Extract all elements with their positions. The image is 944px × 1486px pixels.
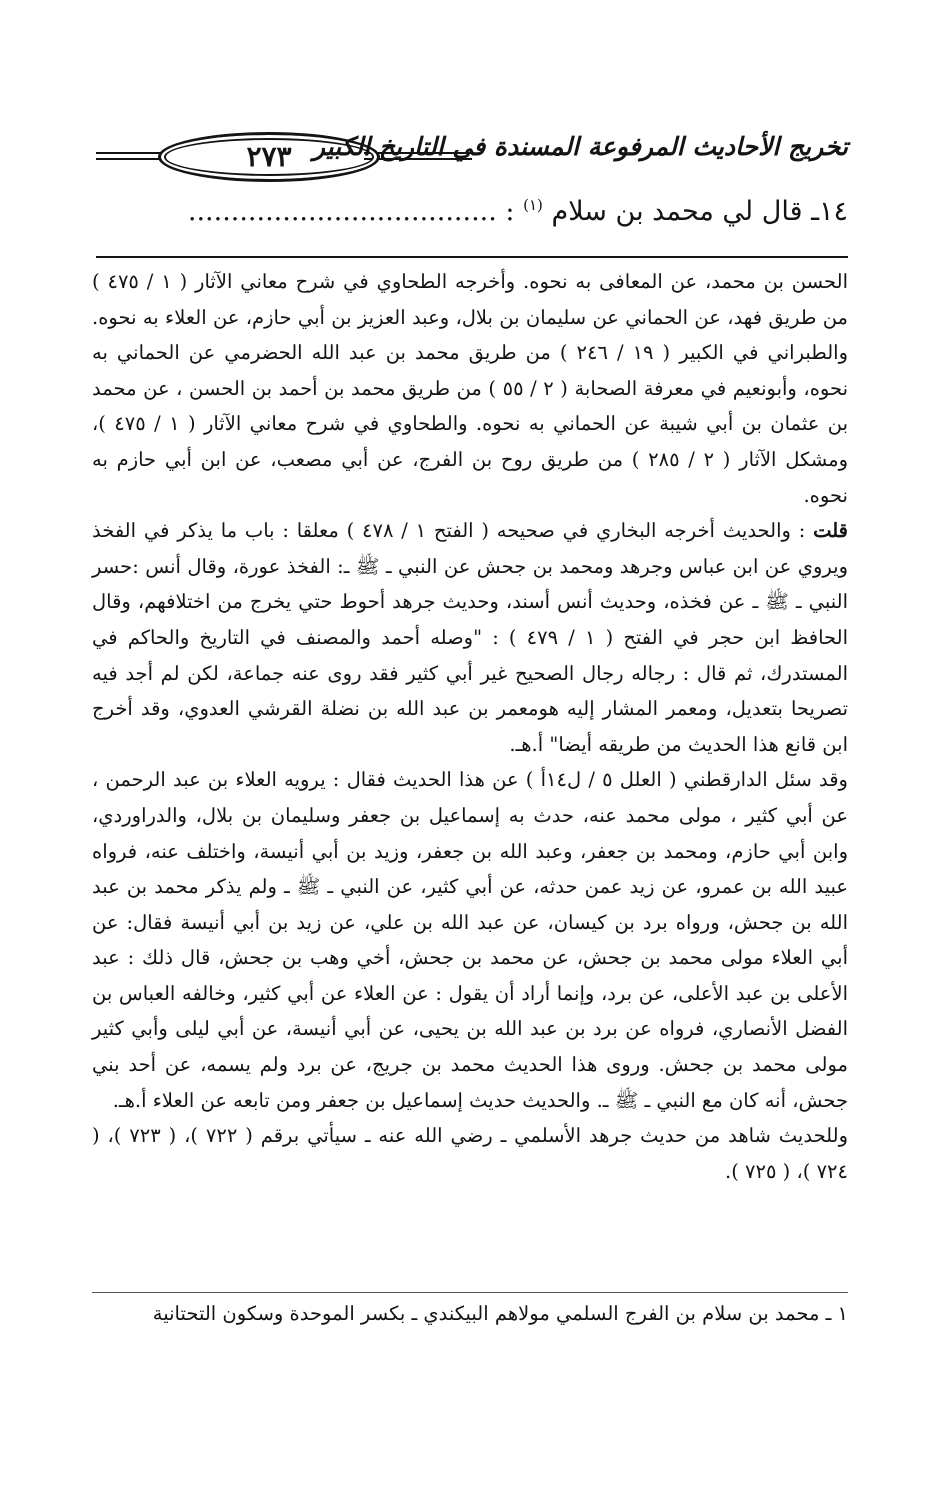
- paragraph-shahid: وللحديث شاهد من حديث جرهد الأسلمي ـ رضي الله عنه ـ سيأتي برقم ( ٧٢٢ )، ( ٧٢٣ )، ( ٧٢٤ )، ( ٧٢٥ ).: [92, 1124, 848, 1183]
- footnote-reference: (١): [523, 196, 543, 214]
- footnote-separator: [92, 1292, 848, 1293]
- heading-rule: [96, 256, 848, 258]
- footnote-1: ١ ـ محمد بن سلام بن الفرج السلمي مولاهم البيكندي ـ بكسر الموحدة وسكون التحتانية: [152, 1302, 848, 1325]
- qultu-label: قلت: [813, 519, 849, 543]
- hadith-heading: [148, 196, 848, 227]
- hadith-heading-text: ١٤ـ قال لي محمد بن سلام: [551, 196, 848, 227]
- hadith-heading-tail: : ....................................: [187, 196, 515, 227]
- paragraph-daraqutni: وقد سئل الدارقطني ( العلل ٥ / ل١٤أ ) عن هذا الحديث فقال : يرويه العلاء بن عبد الرحمن ، عن أبي كثير ، مولى محمد عنه، حدث به إسماعيل بن جعفر وسليمان بن بلال، والدراوردي، وابن أبي حازم، ومحمد بن جعفر، وعبد الله بن جعفر، وزيد بن أبي أنيسة، واختلف عنه، فرواه عبيد الله بن عمرو، عن زيد عمن حدثه، عن أبي كثير، عن النبي ـ ﷺ ـ ولم يذكر محمد بن عبد الله بن جحش، ورواه برد بن كيسان، عن عبد الله بن علي، عن زيد بن أبي أنيسة فقال: عن أبي العلاء مولى محمد بن جحش، عن محمد بن جحش، أخي وهب بن جحش، قال ذلك : عبد الأعلى بن عبد الأعلى، عن برد، وإنما أراد أن يقول : عن العلاء عن أبي كثير، وخالفه العباس بن الفضل الأنصاري، فرواه عن برد بن عبد الله بن يحيى، عن أبي أنيسة، عن أبي ليلى وأبي كثير مولى محمد بن جحش. وروى هذا الحديث محمد بن جريج، عن برد ولم يسمه، عن أحد بني جحش، أنه كان مع النبي ـ ﷺ ـ. والحديث حديث إسماعيل بن جعفر ومن تابعه عن العلاء أ.هـ.: [92, 768, 848, 1112]
- paragraph-takhrij: الحسن بن محمد، عن المعافى به نحوه. وأخرجه الطحاوي في شرح معاني الآثار ( ١ / ٤٧٥ ) من طريق فهد، عن الحماني عن سليمان بن بلال، وعبد العزيز بن أبي حازم، عن العلاء به نحوه. والطبراني في الكبير ( ١٩ / ٢٤٦ ) من طريق محمد بن عبد الله الحضرمي عن الحماني به نحوه، وأبونعيم في معرفة الصحابة ( ٢ / ٥٥ ) من طريق محمد بن أحمد بن الحسن ، عن محمد بن عثمان بن أبي شيبة عن الحماني به نحوه. والطحاوي في شرح معاني الآثار ( ١ / ٤٧٥ )، ومشكل الآثار ( ٢ / ٢٨٥ ) من طريق روح بن الفرج، عن أبي مصعب، عن ابن أبي حازم به نحوه.: [92, 270, 849, 507]
- book-title: تخريج الأحاديث المرفوعة المسندة في التاريخ الكبير: [312, 132, 848, 161]
- page-number: ٢٧٣: [158, 132, 380, 182]
- header-rule-left: [96, 152, 166, 160]
- qultu-text: : والحديث أخرجه البخاري في صحيحه ( الفتح ١ / ٤٧٨ ) معلقا : باب ما يذكر في الفخذ ويروي عن ابن عباس وجرهد ومحمد بن جحش عن النبي ـ ﷺ ـ: الفخذ عورة، وقال أنس :حسر النبي ـ ﷺ ـ عن فخذه، وحديث أنس أسند، وحديث جرهد أحوط حتي يخرج من اختلافهم، وقال الحافظ ابن حجر في الفتح ( ١ / ٤٧٩ ) : "وصله أحمد والمصنف في التاريخ والحاكم في المستدرك، ثم قال : رجاله رجال الصحيح غير أبي كثير فقد روى عنه جماعة، لكن لم أجد فيه تصريحا بتعديل، ومعمر المشار إليه هومعمر بن عبد الله بن نضلة القرشي العدوي، وقد أخرج ابن قانع هذا الحديث من طريقه أيضا" أ.هـ.: [92, 519, 848, 756]
- running-header: [96, 128, 848, 184]
- paragraph-qultu: [92, 513, 848, 762]
- commentary-body: [92, 264, 848, 1189]
